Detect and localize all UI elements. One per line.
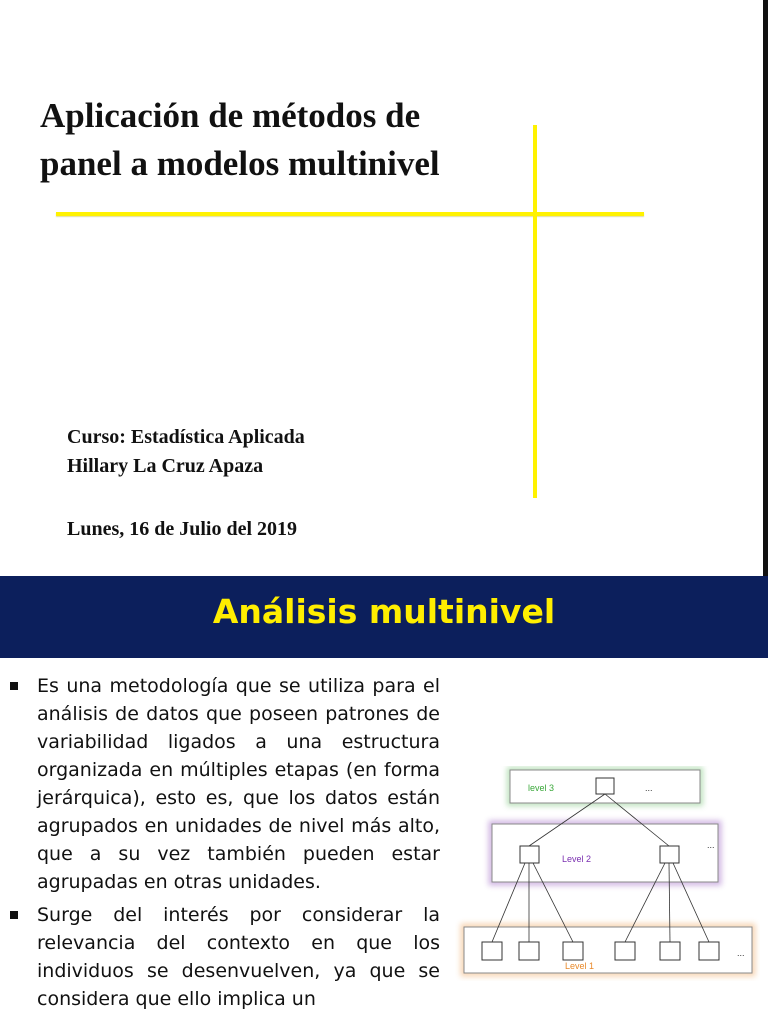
level1-node xyxy=(615,942,635,960)
level1-node xyxy=(519,942,539,960)
level1-node xyxy=(482,942,502,960)
level2-node-right xyxy=(660,846,679,863)
author-name: Hillary La Cruz Apaza xyxy=(67,455,264,477)
presentation-date: Lunes, 16 de Julio del 2019 xyxy=(67,518,298,540)
title-line-1: Aplicación de métodos de xyxy=(40,96,421,135)
square-bullet-icon xyxy=(10,682,18,690)
slide-edge xyxy=(763,0,768,576)
slide-header-banner xyxy=(0,576,768,658)
course-label: Curso: Estadística Aplicada xyxy=(67,426,305,448)
level2-node-left xyxy=(520,846,539,863)
level1-node xyxy=(660,942,680,960)
bullet-list xyxy=(8,672,440,1018)
level2-label: Level 2 xyxy=(562,854,592,864)
vertical-accent-line xyxy=(533,125,537,498)
bullet-item xyxy=(8,672,440,896)
level3-label: level 3 xyxy=(528,783,555,793)
title-line-2: panel a modelos multinivel xyxy=(40,144,440,183)
content-slide xyxy=(0,576,768,1024)
level1-node xyxy=(563,942,583,960)
bullet-item xyxy=(8,901,440,1013)
slide-heading: Análisis multinivel xyxy=(212,592,556,631)
level3-ellipsis: ... xyxy=(645,783,653,793)
level1-label: Level 1 xyxy=(565,961,595,971)
bullet-text: Es una metodología que se utiliza para el análisis de datos que poseen patrones de variabilidad ligados a una estructura organizada en múltiples etapas (en forma jerárquica), esto es, que los datos están agrupados en unidades de nivel más alto, que a su vez también pueden estar agrupadas en otras unidades. xyxy=(37,675,440,893)
level3-node xyxy=(596,778,614,794)
bullet-text: Surge del interés por considerar la relevancia del contexto en que los individuos se desenvuelven, ya que se considera que ello implica un xyxy=(37,904,440,1010)
presentation-title xyxy=(40,92,560,188)
level2-ellipsis: ... xyxy=(707,840,715,850)
multilevel-hierarchy-diagram xyxy=(455,766,760,981)
horizontal-accent-line xyxy=(56,212,644,216)
level1-ellipsis: ... xyxy=(737,948,745,958)
square-bullet-icon xyxy=(10,911,18,919)
level1-node xyxy=(699,942,719,960)
